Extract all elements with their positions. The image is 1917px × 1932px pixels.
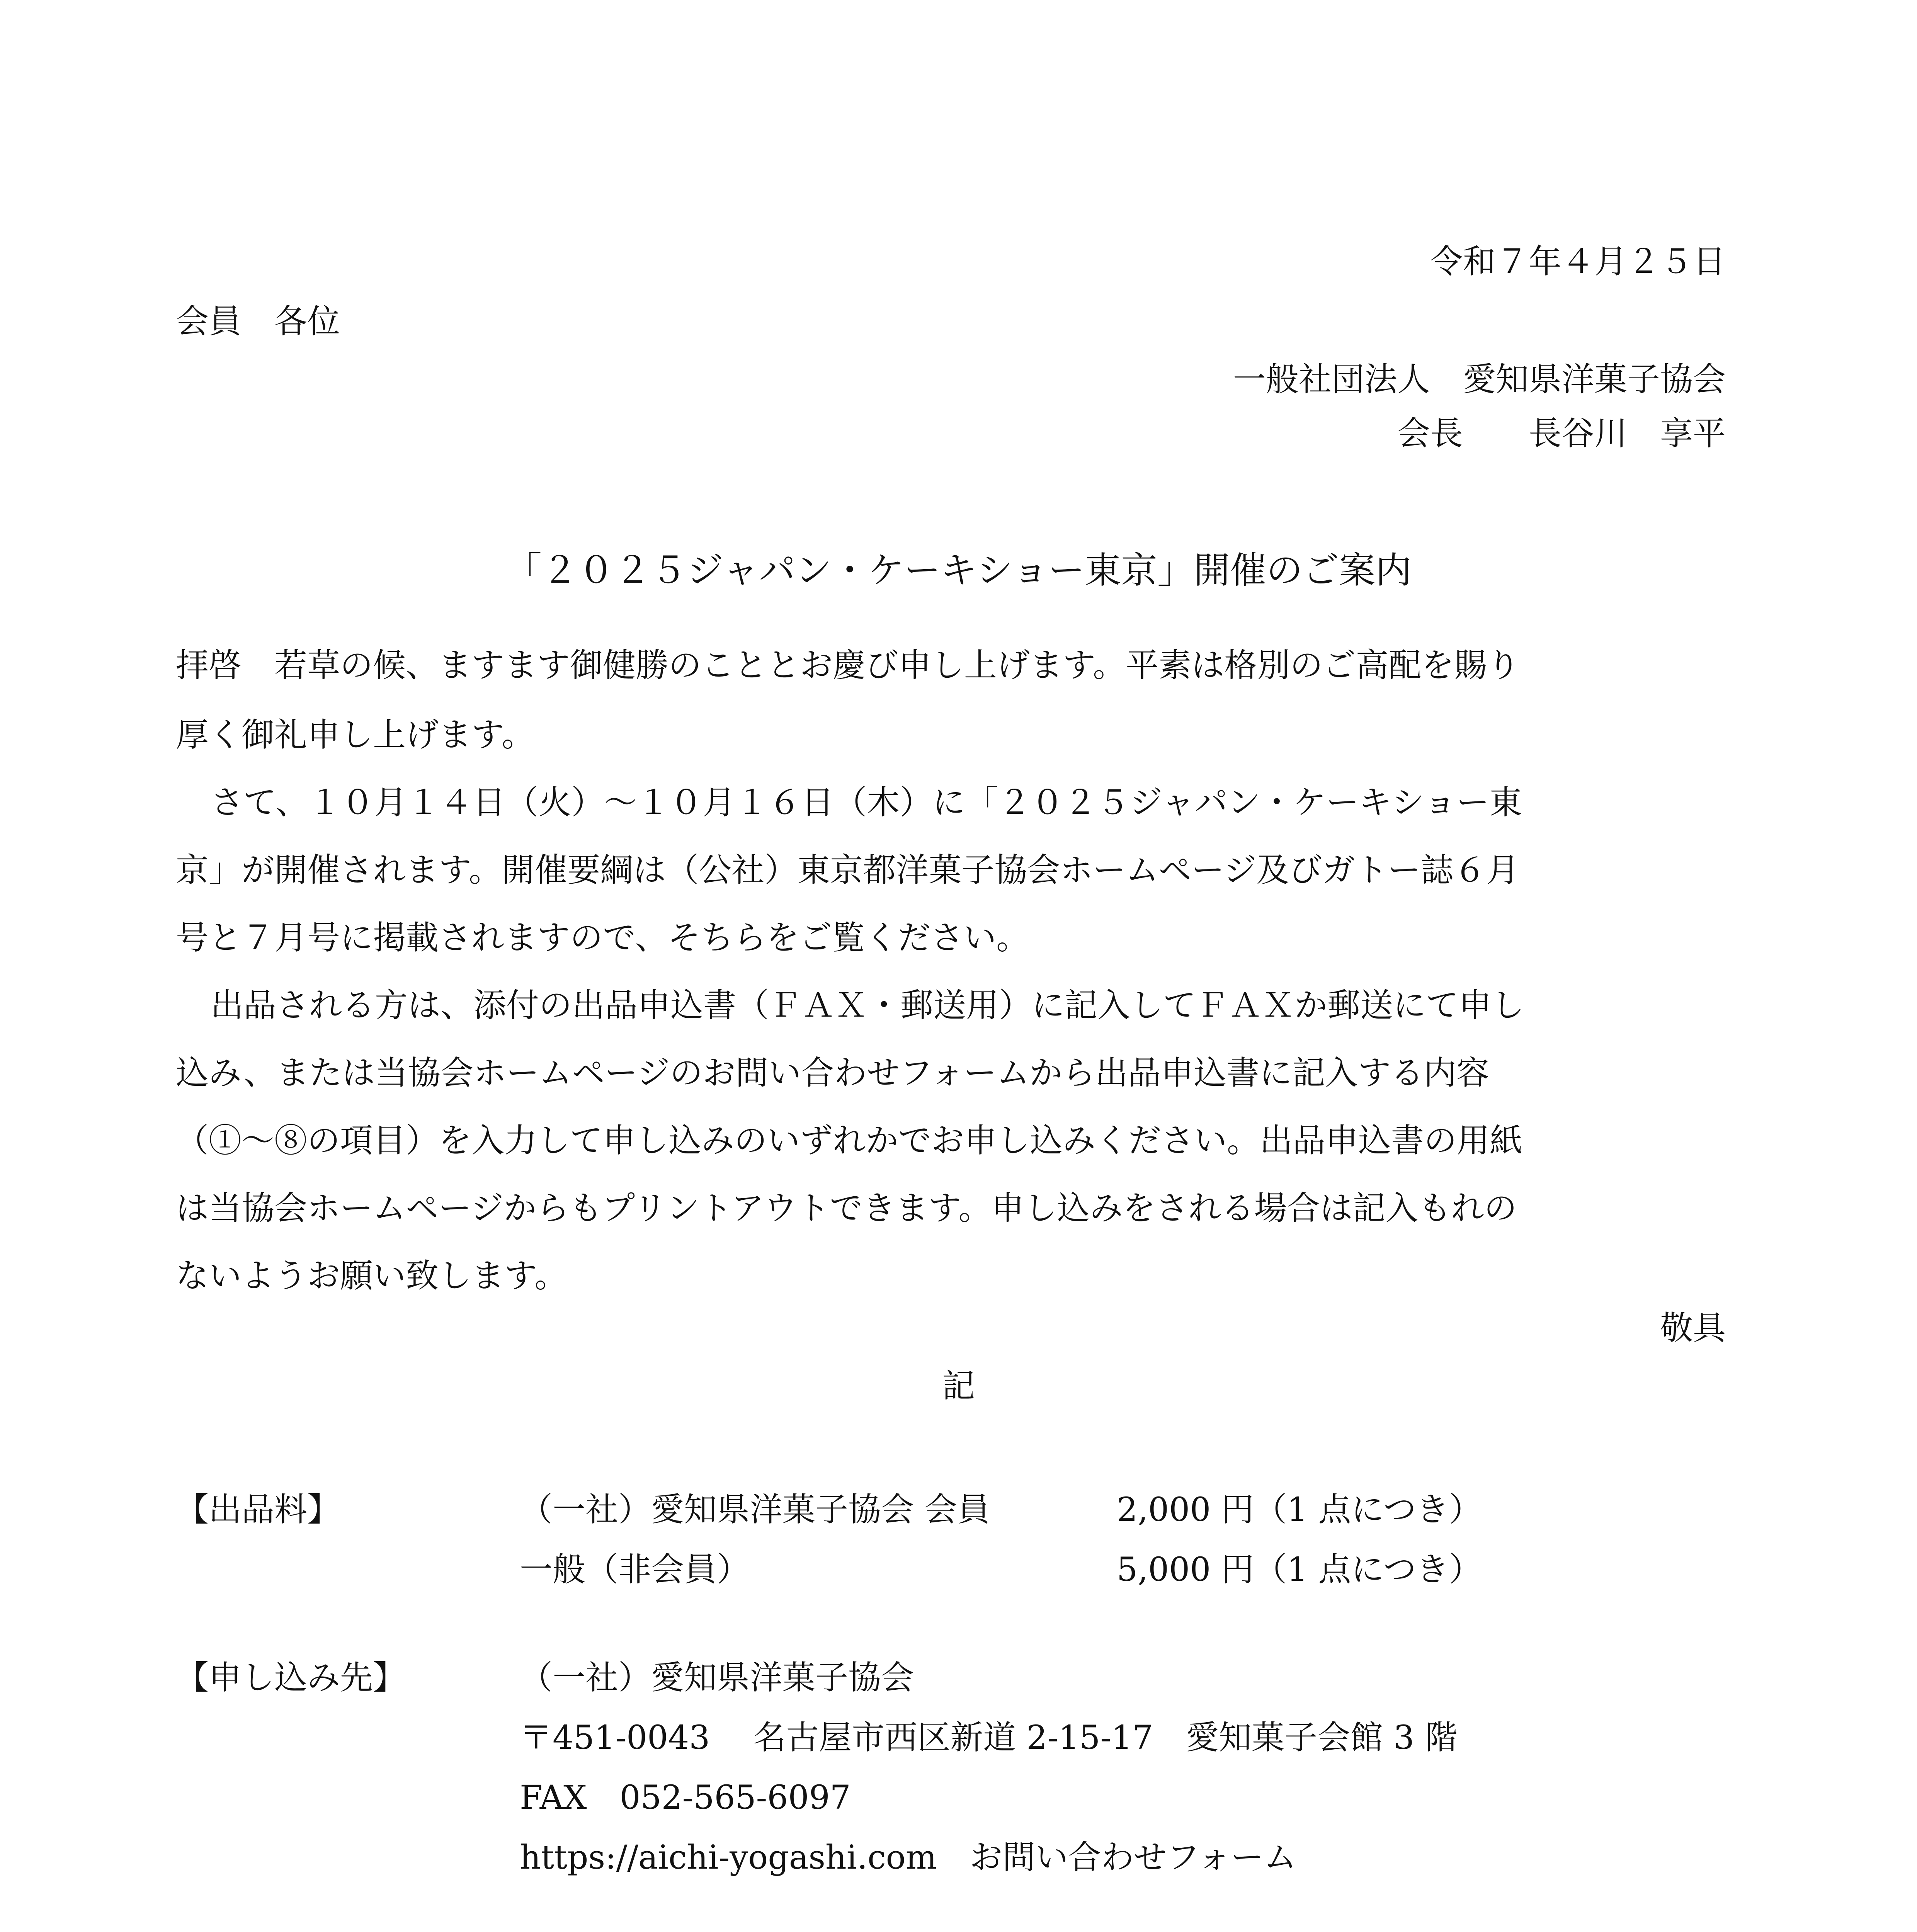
keigu: 敬具 — [1660, 1309, 1726, 1347]
sender-organization: 一般社団法人 愛知県洋菓子協会 — [1233, 361, 1726, 399]
apply-organization: （一社）愛知県洋菓子協会 — [520, 1659, 914, 1697]
fee-label: 【出品料】 — [176, 1491, 340, 1529]
apply-address: 〒451-0043 名古屋市西区新道 2-15-17 愛知菓子会館 3 階 — [520, 1719, 1458, 1757]
sender-president: 会長 長谷川 享平 — [1397, 415, 1726, 453]
apply-label: 【申し込み先】 — [176, 1659, 406, 1697]
fee-row-who: （一社）愛知県洋菓子協会 会員 — [520, 1491, 990, 1529]
apply-web-link[interactable]: https://aichi-yogashi.com お問い合わせフォーム — [520, 1838, 1297, 1877]
page-title: 「２０２５ジャパン・ケーキショー東京」開催のご案内 — [505, 549, 1412, 592]
body-line: ないようお願い致します。 — [176, 1257, 568, 1295]
body-line: 拝啓 若草の候、ますます御健勝のこととお慶び申し上げます。平素は格別のご高配を賜り — [176, 646, 1520, 685]
document-date: 令和７年４月２５日 — [1430, 243, 1726, 281]
body-line: （①～⑧の項目）を入力して申し込みのいずれかでお申し込みください。出品申込書の用紙 — [176, 1122, 1523, 1160]
body-line: さて、１０月１４日（火）～１０月１６日（木）に「２０２５ジャパン・ケーキショー東 — [211, 784, 1522, 822]
body-line: 号と７月号に掲載されますので、そちらをご覧ください。 — [176, 919, 1029, 957]
body-line: 京」が開催されます。開催要綱は（公社）東京都洋菓子協会ホームページ及びガトー誌６月 — [176, 851, 1519, 889]
apply-fax: FAX 052-565-6097 — [520, 1779, 851, 1817]
fee-row-who: 一般（非会員） — [520, 1551, 750, 1589]
addressee: 会員 各位 — [176, 303, 340, 341]
body-line: 込み、または当協会ホームページのお問い合わせフォームから出品申込書に記入する内容 — [176, 1054, 1490, 1092]
fee-row-price: 2,000 円（1 点につき） — [1117, 1491, 1482, 1529]
fee-row-price: 5,000 円（1 点につき） — [1117, 1551, 1482, 1589]
body-line: 出品される方は、添付の出品申込書（ＦＡＸ・郵送用）に記入してＦＡＸか郵送にて申し — [211, 986, 1525, 1025]
ki-heading: 記 — [942, 1367, 975, 1405]
body-line: は当協会ホームページからもプリントアウトできます。申し込みをされる場合は記入もれの — [176, 1189, 1517, 1228]
body-line: 厚く御礼申し上げます。 — [176, 716, 535, 754]
